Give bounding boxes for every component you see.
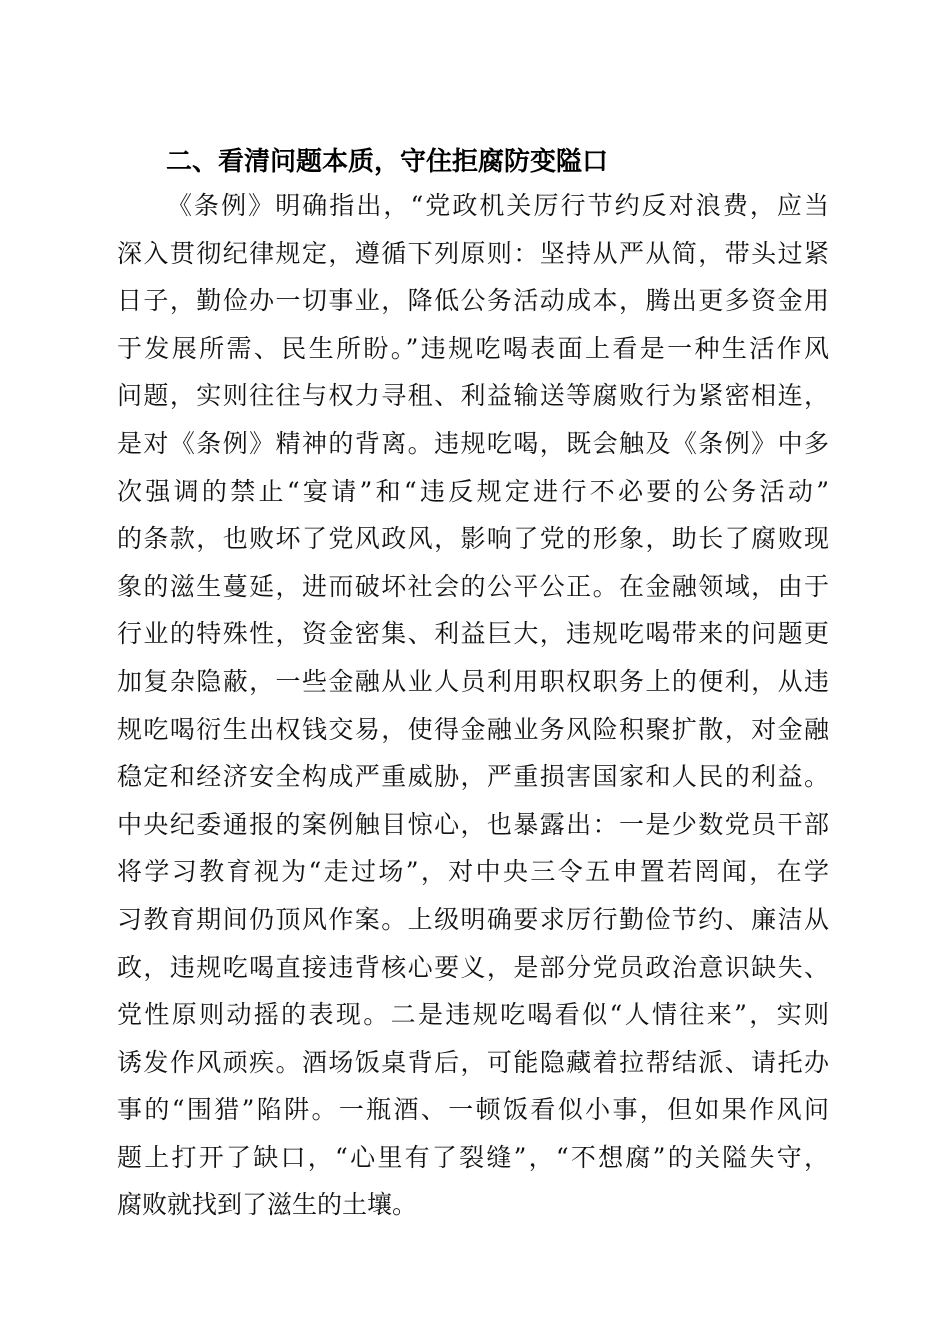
paragraph-line: 象的滋生蔓延，进而破坏社会的公平公正。在金融领域，由于 [117,571,829,601]
paragraph-line: 次强调的禁止“宴请”和“违反规定进行不必要的公务活动” [117,476,829,506]
paragraph-line: 将学习教育视为“走过场”，对中央三令五申置若罔闻，在学 [117,857,829,887]
paragraph-line: 行业的特殊性，资金密集、利益巨大，违规吃喝带来的问题更 [117,619,829,649]
paragraph-line: 加复杂隐蔽，一些金融从业人员利用职权职务上的便利，从违 [117,666,829,696]
paragraph-line: 是对《条例》精神的背离。违规吃喝，既会触及《条例》中多 [117,428,829,458]
paragraph-line: 政，违规吃喝直接违背核心要义，是部分党员政治意识缺失、 [117,952,829,982]
paragraph-line: 规吃喝衍生出权钱交易，使得金融业务风险积聚扩散，对金融 [117,714,829,744]
paragraph-line: 题上打开了缺口，“心里有了裂缝”，“不想腐”的关隘失守， [117,1142,829,1172]
paragraph-line: 中央纪委通报的案例触目惊心，也暴露出：一是少数党员干部 [117,809,829,839]
paragraph-line: 深入贯彻纪律规定，遵循下列原则：坚持从严从简，带头过紧 [117,238,829,268]
paragraph-line: 稳定和经济安全构成严重威胁，严重损害国家和人民的利益。 [117,762,829,792]
body-paragraph [117,182,829,1229]
paragraph-line: 党性原则动摇的表现。二是违规吃喝看似“人情往来”，实则 [117,1000,829,1030]
paragraph-line: 腐败就找到了滋生的土壤。 [117,1190,418,1220]
paragraph-line: 事的“围猎”陷阱。一瓶酒、一顿饭看似小事，但如果作风问 [117,1095,829,1125]
paragraph-line: 《条例》明确指出，“党政机关厉行节约反对浪费，应当 [167,191,829,220]
paragraph-line: 于发展所需、民生所盼。”违规吃喝表面上看是一种生活作风 [117,333,829,363]
section-heading: 二、看清问题本质，守住拒腐防变隘口 [166,147,609,177]
paragraph-line: 习教育期间仍顶风作案。上级明确要求厉行勤俭节约、廉洁从 [117,904,829,934]
paragraph-line: 问题，实则往往与权力寻租、利益输送等腐败行为紧密相连， [117,381,829,411]
paragraph-line: 日子，勤俭办一切事业，降低公务活动成本，腾出更多资金用 [117,286,829,316]
paragraph-line: 的条款，也败坏了党风政风，影响了党的形象，助长了腐败现 [117,524,829,554]
paragraph-line: 诱发作风顽疾。酒场饭桌背后，可能隐藏着拉帮结派、请托办 [117,1047,829,1077]
